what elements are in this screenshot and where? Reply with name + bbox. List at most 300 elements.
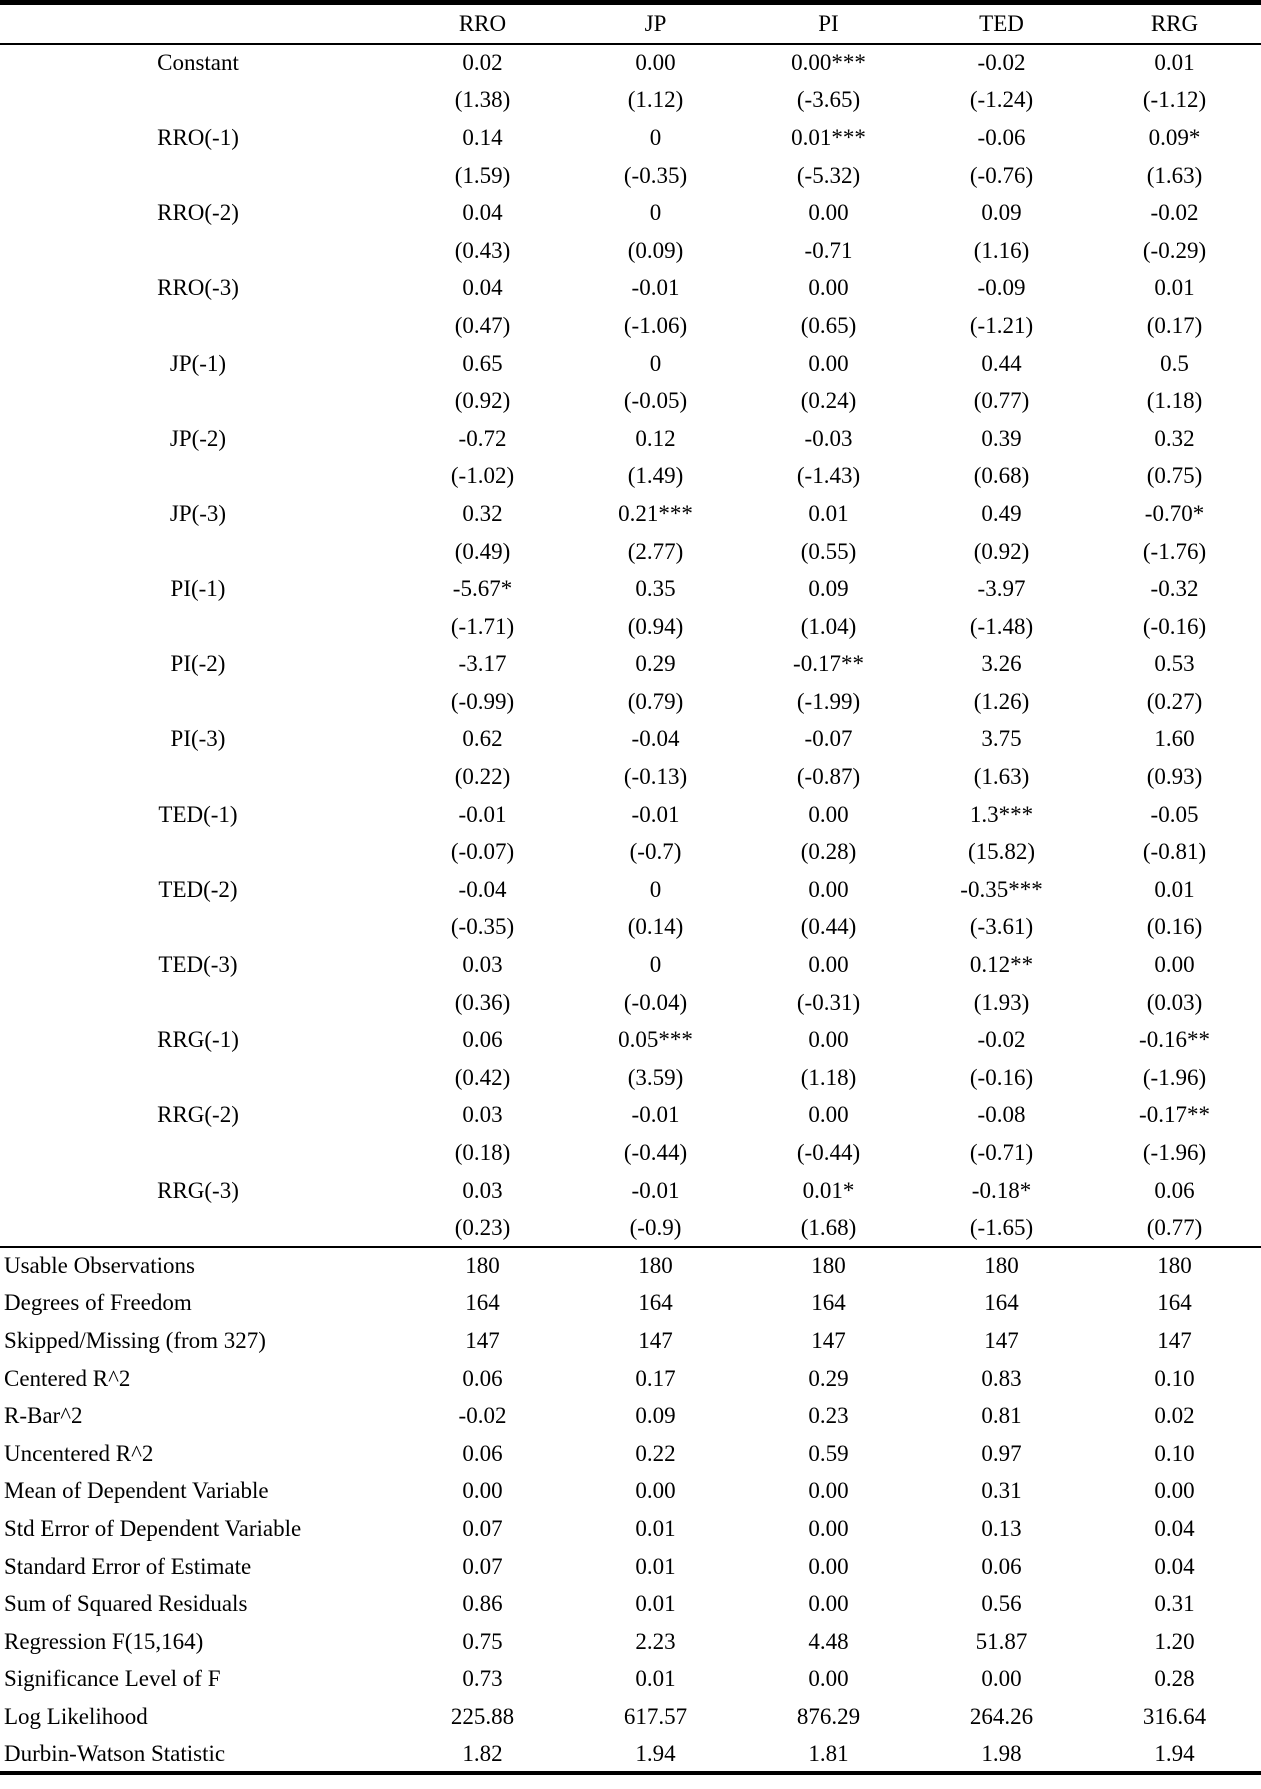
tstat-value: (0.75)	[1146, 463, 1203, 489]
summary-row	[0, 1397, 1261, 1435]
tstat-value: (0.49)	[454, 538, 511, 564]
blank-cell	[0, 607, 396, 645]
tstat-value: (1.16)	[973, 237, 1030, 263]
tstat-value: (0.79)	[627, 688, 684, 714]
tstat-row	[0, 81, 1261, 119]
tstat-value: (-0.16)	[1142, 613, 1207, 639]
coefficient-value: -0.17**	[1139, 1102, 1210, 1128]
coefficient-value: 0.00	[808, 952, 849, 978]
tstat-value: (0.42)	[454, 1064, 511, 1090]
tstat-value: (-1.48)	[969, 613, 1034, 639]
statistic-label: Centered R^2	[4, 1365, 131, 1391]
statistic-value: 0.07	[462, 1553, 503, 1579]
coefficient-row	[0, 419, 1261, 457]
statistic-label: Skipped/Missing (from 327)	[4, 1327, 266, 1353]
tstat-value: (-0.35)	[623, 162, 688, 188]
tstat-row	[0, 983, 1261, 1021]
blank-cell	[0, 231, 396, 269]
coefficient-value: 1.60	[1154, 726, 1195, 752]
tstat-value: (3.59)	[627, 1064, 684, 1090]
statistic-value: 0.86	[462, 1591, 503, 1617]
tstat-value: (0.16)	[1146, 914, 1203, 940]
coefficient-value: -0.09	[977, 275, 1026, 301]
tstat-value: (1.63)	[1146, 162, 1203, 188]
coefficient-value: -0.02	[1150, 200, 1199, 226]
statistic-value: 1.98	[981, 1740, 1022, 1766]
coefficient-value: -0.32	[1150, 576, 1199, 602]
coefficient-value: 0.01***	[791, 124, 866, 150]
tstat-value: (0.18)	[454, 1140, 511, 1166]
coefficient-value: -0.01	[631, 1102, 680, 1128]
statistic-value: 0.31	[981, 1478, 1022, 1504]
statistic-value: 0.06	[462, 1365, 503, 1391]
summary-row	[0, 1434, 1261, 1472]
tstat-value: (-0.71)	[969, 1140, 1034, 1166]
tstat-value: (0.93)	[1146, 764, 1203, 790]
tstat-value: (-5.32)	[796, 162, 861, 188]
tstat-value: (0.09)	[627, 237, 684, 263]
tstat-value: (-1.96)	[1142, 1064, 1207, 1090]
summary-row	[0, 1585, 1261, 1623]
coefficient-value: 1.3***	[969, 801, 1034, 827]
statistic-value: 1.94	[635, 1740, 676, 1766]
coefficient-row	[0, 344, 1261, 382]
statistic-value: 164	[465, 1290, 500, 1316]
tstat-row	[0, 156, 1261, 194]
coefficient-value: 0.35	[635, 576, 676, 602]
statistic-value: 0.04	[1154, 1515, 1195, 1541]
statistic-value: 0.81	[981, 1403, 1022, 1429]
coefficient-value: -0.01	[631, 1177, 680, 1203]
coefficient-value: -3.17	[458, 651, 507, 677]
coefficient-value: -0.04	[458, 876, 507, 902]
statistic-value: 147	[1157, 1327, 1192, 1353]
statistic-value: 0.09	[635, 1403, 676, 1429]
statistic-label: Standard Error of Estimate	[4, 1553, 252, 1579]
statistic-value: 0.02	[1154, 1403, 1195, 1429]
statistic-value: 147	[465, 1327, 500, 1353]
coefficient-value: 0.62	[462, 726, 503, 752]
tstat-value: (-0.7)	[629, 839, 682, 865]
tstat-row	[0, 1209, 1261, 1247]
statistic-label: Std Error of Dependent Variable	[4, 1515, 302, 1541]
tstat-value: (-3.61)	[969, 914, 1034, 940]
statistic-value: 0.17	[635, 1365, 676, 1391]
summary-row	[0, 1622, 1261, 1660]
variable-label: JP(-3)	[169, 500, 227, 526]
summary-row	[0, 1510, 1261, 1548]
coefficient-value: 0.09	[981, 200, 1022, 226]
coefficient-value: -0.02	[977, 1027, 1026, 1053]
coefficient-section	[0, 44, 1261, 1247]
statistic-value: 147	[638, 1327, 673, 1353]
blank-cell	[0, 156, 396, 194]
coefficient-value: 0.06	[1154, 1177, 1195, 1203]
coefficient-value: 3.75	[981, 726, 1022, 752]
variable-label: JP(-1)	[169, 350, 227, 376]
blank-cell	[0, 1059, 396, 1097]
coefficient-value: 0.32	[1154, 425, 1195, 451]
coefficient-value: 0	[649, 200, 662, 226]
statistic-value: -0.02	[458, 1403, 507, 1429]
tstat-value: (-1.99)	[796, 688, 861, 714]
coefficient-value: -0.35***	[960, 876, 1043, 902]
summary-row	[0, 1735, 1261, 1773]
variable-label: TED(-2)	[158, 876, 238, 902]
coefficient-value: 0	[649, 350, 662, 376]
tstat-value: (-0.76)	[969, 162, 1034, 188]
tstat-value: (0.17)	[1146, 312, 1203, 338]
tstat-row	[0, 382, 1261, 420]
tstat-value: (-0.81)	[1142, 839, 1207, 865]
coefficient-value: -5.67*	[452, 576, 513, 602]
variable-label: RRG(-1)	[157, 1027, 239, 1053]
tstat-value: (0.14)	[627, 914, 684, 940]
tstat-value: (-1.76)	[1142, 538, 1207, 564]
tstat-value: (2.77)	[627, 538, 684, 564]
coefficient-value: 0.01	[1154, 50, 1195, 76]
tstat-value: (-0.07)	[450, 839, 515, 865]
variable-label: RRG(-3)	[157, 1177, 239, 1203]
tstat-value: (1.63)	[973, 764, 1030, 790]
coefficient-row	[0, 871, 1261, 909]
coefficient-row	[0, 1096, 1261, 1134]
statistic-value: 4.48	[808, 1628, 849, 1654]
statistic-value: 0.00	[462, 1478, 503, 1504]
tstat-value: (-1.71)	[450, 613, 515, 639]
statistic-value: 0.22	[635, 1440, 676, 1466]
tstat-value: (-0.35)	[450, 914, 515, 940]
variable-label: JP(-2)	[169, 425, 227, 451]
statistic-label: Mean of Dependent Variable	[4, 1478, 269, 1504]
coefficient-value: 0.00	[808, 350, 849, 376]
statistic-value: 0.73	[462, 1666, 503, 1692]
tstat-row	[0, 607, 1261, 645]
tstat-row	[0, 758, 1261, 796]
blank-cell	[0, 908, 396, 946]
coefficient-value: -0.07	[804, 726, 853, 752]
tstat-value: (-0.99)	[450, 688, 515, 714]
blank-cell	[0, 758, 396, 796]
summary-row	[0, 1698, 1261, 1736]
statistic-value: 876.29	[796, 1703, 861, 1729]
coefficient-value: 0.21***	[618, 500, 693, 526]
coefficient-value: 0.04	[462, 200, 503, 226]
coefficient-value: 0.09	[808, 576, 849, 602]
coefficient-value: -0.06	[977, 124, 1026, 150]
coefficient-value: -3.97	[977, 576, 1026, 602]
tstat-row	[0, 231, 1261, 269]
coefficient-row	[0, 1021, 1261, 1059]
statistic-value: 0.56	[981, 1591, 1022, 1617]
tstat-value: (-0.44)	[623, 1140, 688, 1166]
tstat-value: (0.22)	[454, 764, 511, 790]
statistic-value: 1.81	[808, 1740, 849, 1766]
statistic-value: 0.07	[462, 1515, 503, 1541]
header-cell-pi: PI	[742, 3, 915, 44]
statistic-value: 0.97	[981, 1440, 1022, 1466]
coefficient-value: 0.02	[462, 50, 503, 76]
variable-label: RRO(-2)	[157, 200, 239, 226]
statistic-value: 0.13	[981, 1515, 1022, 1541]
coefficient-value: 0.12**	[969, 952, 1034, 978]
summary-row	[0, 1359, 1261, 1397]
coefficient-value: 0.09*	[1148, 124, 1201, 150]
statistic-value: 264.26	[969, 1703, 1034, 1729]
coefficient-value: 0.04	[462, 275, 503, 301]
tstat-value: (-0.13)	[623, 764, 688, 790]
coefficient-value: 3.26	[981, 651, 1022, 677]
coefficient-row	[0, 194, 1261, 232]
coefficient-value: 0.01	[808, 500, 849, 526]
variable-label: TED(-3)	[158, 952, 238, 978]
statistic-label: Log Likelihood	[4, 1703, 148, 1729]
coefficient-row	[0, 946, 1261, 984]
statistic-value: 617.57	[623, 1703, 688, 1729]
tstat-value: (-1.12)	[1142, 87, 1207, 113]
statistic-value: 0.28	[1154, 1666, 1195, 1692]
tstat-value: (0.23)	[454, 1214, 511, 1240]
coefficient-row	[0, 119, 1261, 157]
summary-row	[0, 1472, 1261, 1510]
statistic-label: Degrees of Freedom	[4, 1290, 192, 1316]
coefficient-value: -0.04	[631, 726, 680, 752]
coefficient-value: -0.16**	[1139, 1027, 1210, 1053]
tstat-value: (0.24)	[800, 388, 857, 414]
coefficient-value: 0.01	[1154, 876, 1195, 902]
tstat-value: (0.77)	[1146, 1214, 1203, 1240]
blank-cell	[0, 683, 396, 721]
coefficient-value: 0.03	[462, 1102, 503, 1128]
tstat-value: (-1.65)	[969, 1214, 1034, 1240]
tstat-row	[0, 683, 1261, 721]
coefficient-value: 0.00	[808, 1027, 849, 1053]
statistic-value: 0.10	[1154, 1365, 1195, 1391]
statistic-value: 51.87	[975, 1628, 1028, 1654]
variable-label: RRO(-1)	[157, 124, 239, 150]
variable-label: PI(-1)	[170, 576, 226, 602]
statistic-value: 316.64	[1142, 1703, 1207, 1729]
coefficient-value: 0.00	[635, 50, 676, 76]
tstat-value: -0.71	[804, 237, 853, 263]
coefficient-value: 0.00	[808, 801, 849, 827]
statistic-value: 0.01	[635, 1553, 676, 1579]
blank-cell	[0, 382, 396, 420]
coefficient-value: 0.06	[462, 1027, 503, 1053]
statistic-value: 225.88	[450, 1703, 515, 1729]
tstat-value: (1.04)	[800, 613, 857, 639]
coefficient-row	[0, 269, 1261, 307]
statistic-value: 1.20	[1154, 1628, 1195, 1654]
coefficient-row	[0, 495, 1261, 533]
header-cell-rro: RRO	[396, 3, 569, 44]
variable-label: TED(-1)	[158, 801, 238, 827]
tstat-value: (0.92)	[454, 388, 511, 414]
statistic-label: Significance Level of F	[4, 1666, 221, 1692]
tstat-value: (1.59)	[454, 162, 511, 188]
tstat-row	[0, 532, 1261, 570]
blank-cell	[0, 457, 396, 495]
blank-cell	[0, 532, 396, 570]
blank-cell	[0, 81, 396, 119]
coefficient-value: -0.03	[804, 425, 853, 451]
tstat-value: (1.68)	[800, 1214, 857, 1240]
statistic-value: 164	[984, 1290, 1019, 1316]
tstat-value: (-0.05)	[623, 388, 688, 414]
coefficient-value: -0.05	[1150, 801, 1199, 827]
statistic-value: 0.10	[1154, 1440, 1195, 1466]
summary-row	[0, 1247, 1261, 1285]
statistic-label: R-Bar^2	[4, 1403, 83, 1429]
coefficient-value: 0.44	[981, 350, 1022, 376]
statistic-label: Usable Observations	[0, 1247, 396, 1285]
table-header	[0, 3, 1261, 44]
statistic-value: 180	[742, 1247, 915, 1285]
coefficient-row	[0, 645, 1261, 683]
statistic-value: 0.00	[635, 1478, 676, 1504]
header-row	[0, 3, 1261, 44]
header-cell-ted: TED	[915, 3, 1088, 44]
coefficient-row	[0, 44, 1261, 82]
tstat-value: (-0.29)	[1142, 237, 1207, 263]
tstat-row	[0, 1134, 1261, 1172]
statistic-value: 0.06	[462, 1440, 503, 1466]
coefficient-value: 0.53	[1154, 651, 1195, 677]
coefficient-value: 0.01*	[802, 1177, 855, 1203]
blank-cell	[0, 983, 396, 1021]
coefficient-value: 0.00***	[791, 50, 866, 76]
coefficient-value: 0	[649, 124, 662, 150]
tstat-value: (1.26)	[973, 688, 1030, 714]
statistic-label: Regression F(15,164)	[4, 1628, 204, 1654]
summary-row	[0, 1322, 1261, 1360]
coefficient-value: -0.01	[458, 801, 507, 827]
coefficient-row	[0, 720, 1261, 758]
summary-row	[0, 1660, 1261, 1698]
tstat-row	[0, 908, 1261, 946]
tstat-value: (-1.96)	[1142, 1140, 1207, 1166]
coefficient-value: 0.5	[1160, 350, 1189, 376]
tstat-value: (0.65)	[800, 312, 857, 338]
coefficient-value: -0.17**	[793, 651, 864, 677]
tstat-value: (0.03)	[1146, 989, 1203, 1015]
coefficient-row	[0, 570, 1261, 608]
tstat-value: (0.27)	[1146, 688, 1203, 714]
statistic-value: 0.83	[981, 1365, 1022, 1391]
statistic-value: 164	[638, 1290, 673, 1316]
tstat-value: (-0.04)	[623, 989, 688, 1015]
coefficient-value: -0.01	[631, 275, 680, 301]
statistic-value: 0.00	[808, 1553, 849, 1579]
tstat-row	[0, 833, 1261, 871]
coefficient-value: 0.05***	[618, 1027, 693, 1053]
blank-cell	[0, 1209, 396, 1247]
tstat-value: (0.77)	[973, 388, 1030, 414]
coefficient-value: 0.00	[808, 876, 849, 902]
coefficient-value: -0.08	[977, 1102, 1026, 1128]
tstat-value: (-1.06)	[623, 312, 688, 338]
tstat-value: (1.18)	[1146, 388, 1203, 414]
statistic-value: 0.01	[635, 1591, 676, 1617]
coefficient-value: -0.70*	[1144, 500, 1205, 526]
tstat-row	[0, 307, 1261, 345]
variable-label: PI(-2)	[170, 651, 226, 677]
tstat-row	[0, 1059, 1261, 1097]
statistic-value: 0.04	[1154, 1553, 1195, 1579]
coefficient-value: 0.32	[462, 500, 503, 526]
summary-row	[0, 1284, 1261, 1322]
statistic-value: 0.29	[808, 1365, 849, 1391]
coefficient-value: 0.00	[1154, 952, 1195, 978]
statistic-value: 0.31	[1154, 1591, 1195, 1617]
tstat-value: (1.18)	[800, 1064, 857, 1090]
coefficient-value: 0	[649, 876, 662, 902]
tstat-value: (0.47)	[454, 312, 511, 338]
coefficient-value: 0.03	[462, 952, 503, 978]
tstat-value: (-1.02)	[450, 463, 515, 489]
tstat-value: (-1.43)	[796, 463, 861, 489]
statistic-value: 0.01	[635, 1515, 676, 1541]
tstat-row	[0, 457, 1261, 495]
tstat-value: (1.49)	[627, 463, 684, 489]
coefficient-value: 0.29	[635, 651, 676, 677]
tstat-value: (0.36)	[454, 989, 511, 1015]
blank-cell	[0, 1134, 396, 1172]
coefficient-value: -0.02	[977, 50, 1026, 76]
statistic-value: 1.94	[1154, 1740, 1195, 1766]
coefficient-value: -0.01	[631, 801, 680, 827]
coefficient-row	[0, 795, 1261, 833]
tstat-value: (0.55)	[800, 538, 857, 564]
coefficient-value: 0.14	[462, 124, 503, 150]
summary-statistics-section	[0, 1247, 1261, 1773]
coefficient-value: 0.01	[1154, 275, 1195, 301]
statistic-value: 0.00	[808, 1515, 849, 1541]
coefficient-value: 0.00	[808, 200, 849, 226]
statistic-value: 0.00	[1154, 1478, 1195, 1504]
tstat-value: (-0.16)	[969, 1064, 1034, 1090]
coefficient-value: 0	[649, 952, 662, 978]
variable-label: RRO(-3)	[157, 275, 239, 301]
statistic-value: 0.00	[808, 1591, 849, 1617]
statistic-value: 147	[984, 1327, 1019, 1353]
coefficient-value: 0.12	[635, 425, 676, 451]
variable-label: PI(-3)	[170, 726, 226, 752]
coefficient-value: 0.49	[981, 500, 1022, 526]
coefficient-value: 0.00	[808, 1102, 849, 1128]
coefficient-value: 0.03	[462, 1177, 503, 1203]
tstat-value: (-1.21)	[969, 312, 1034, 338]
tstat-value: (-3.65)	[796, 87, 861, 113]
tstat-value: (1.12)	[627, 87, 684, 113]
tstat-value: (0.28)	[800, 839, 857, 865]
statistic-value: 164	[811, 1290, 846, 1316]
coefficient-row	[0, 1171, 1261, 1209]
statistic-value: 0.23	[808, 1403, 849, 1429]
statistic-value: 0.75	[462, 1628, 503, 1654]
tstat-value: (0.92)	[973, 538, 1030, 564]
statistic-value: 0.00	[808, 1666, 849, 1692]
tstat-value: (0.68)	[973, 463, 1030, 489]
statistic-value: 2.23	[635, 1628, 676, 1654]
coefficient-value: 0.39	[981, 425, 1022, 451]
statistic-value: 0.06	[981, 1553, 1022, 1579]
variable-label: Constant	[157, 50, 239, 76]
statistic-label: Uncentered R^2	[4, 1440, 154, 1466]
tstat-value: (-0.9)	[629, 1214, 682, 1240]
header-cell-jp: JP	[569, 3, 742, 44]
coefficient-value: -0.72	[458, 425, 507, 451]
